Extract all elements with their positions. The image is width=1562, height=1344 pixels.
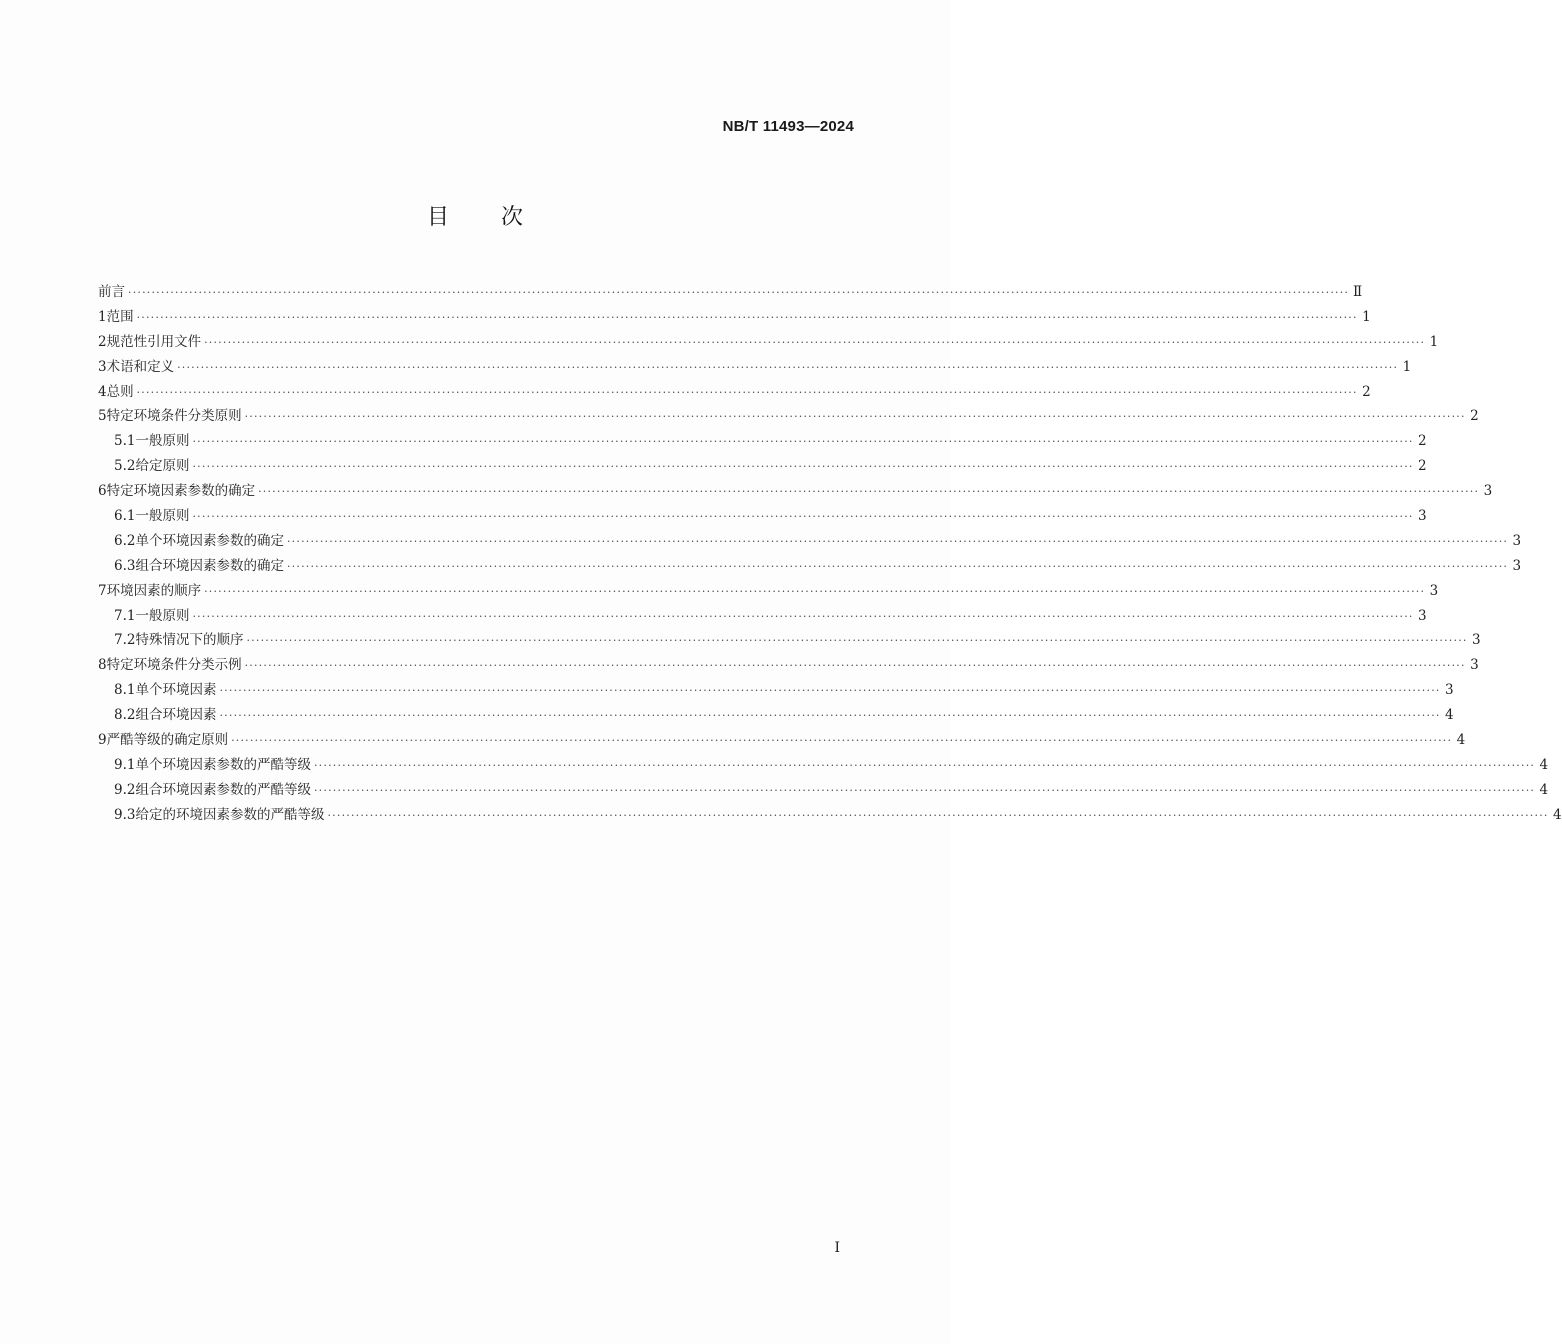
toc-entry-page: 4	[1456, 732, 1466, 749]
toc-entry-page: 3	[1483, 483, 1493, 500]
toc-entry-page: 1	[1402, 358, 1412, 375]
dot-leader: ····································································································································································································································································	[244, 659, 1466, 673]
toc-entry-page: 4	[1539, 756, 1549, 773]
toc-entry-page: 3	[1512, 532, 1522, 549]
toc-entry-number: 4	[98, 383, 107, 400]
toc-entry[interactable]	[98, 628, 1481, 653]
toc-entry-page: 3	[1512, 557, 1522, 574]
toc-entry-label: 环境因素的顺序	[106, 582, 202, 599]
toc-entry-label: 组合环境因素参数的确定	[135, 557, 284, 574]
toc-entry[interactable]	[98, 803, 1562, 828]
toc-entry-number: 7.1	[114, 607, 136, 624]
dot-leader: ····································································································································································································································································	[136, 310, 1358, 324]
toc-entry[interactable]	[98, 678, 1454, 703]
toc-entry-page: 2	[1362, 383, 1371, 400]
toc-entry-label: 总则	[106, 383, 134, 400]
dot-leader: ····································································································································································································································································	[258, 485, 1480, 499]
dot-leader: ····································································································································································································································································	[192, 460, 1414, 474]
toc-entry-number: 5	[98, 408, 107, 425]
toc-entry[interactable]	[98, 404, 1479, 429]
toc-entry[interactable]	[98, 454, 1427, 479]
toc-entry-page: 3	[1445, 682, 1454, 699]
standard-code: NB/T 11493—2024	[722, 118, 854, 135]
dot-leader: ····································································································································································································································································	[128, 286, 1350, 299]
toc-entry-label: 特定环境条件分类示例	[106, 657, 242, 674]
toc-entry-number: 7.2	[114, 632, 136, 649]
toc-entry-number: 9.1	[114, 756, 136, 773]
toc-entry-number: 3	[98, 358, 107, 375]
toc-entry-number: 9.2	[114, 781, 136, 798]
toc-entry-page: 2	[1418, 433, 1427, 450]
toc-entry[interactable]	[98, 355, 1412, 380]
toc-entry-label: 严酷等级的确定原则	[106, 732, 229, 749]
toc-entry[interactable]	[98, 504, 1427, 529]
toc-entry-page: 4	[1445, 707, 1454, 724]
toc-entry[interactable]	[98, 728, 1466, 753]
dot-leader: ····································································································································································································································································	[192, 609, 1414, 623]
toc-entry[interactable]	[98, 778, 1549, 803]
toc-entry-number: 6.1	[114, 508, 136, 525]
toc-entry-label: 组合环境因素	[135, 707, 217, 724]
toc-entry-number: 6.2	[114, 532, 136, 549]
toc-entry-page: 3	[1418, 607, 1427, 624]
toc-entry[interactable]	[98, 703, 1454, 728]
dot-leader: ····································································································································································································································································	[192, 510, 1414, 524]
toc-entry[interactable]	[98, 429, 1427, 454]
dot-leader: ····································································································································································································································································	[177, 360, 1399, 374]
toc-entry-page: 3	[1472, 632, 1481, 649]
dot-leader: ····································································································································································································································································	[313, 758, 1536, 772]
toc-entry-label: 规范性引用文件	[106, 333, 202, 350]
toc-entry-label: 单个环境因素参数的严酷等级	[135, 756, 311, 773]
toc-entry-label: 组合环境因素参数的严酷等级	[135, 781, 311, 798]
dot-leader: ····································································································································································································································································	[192, 435, 1414, 449]
dot-leader: ····································································································································································································································································	[313, 783, 1536, 797]
dot-leader: ····································································································································································································································································	[204, 584, 1426, 598]
toc-entry[interactable]	[98, 653, 1479, 678]
toc-entry-label: 前言	[98, 284, 125, 300]
toc-entry-label: 特定环境因素参数的确定	[106, 483, 256, 500]
toc-entry-number: 5.1	[114, 433, 136, 450]
toc-entry[interactable]	[98, 380, 1371, 405]
toc-entry-label: 一般原则	[135, 433, 190, 450]
toc-entry-page: 1	[1429, 333, 1439, 350]
toc-entry-label: 特定环境条件分类原则	[106, 408, 242, 425]
dot-leader: ····································································································································································································································································	[219, 709, 1441, 723]
dot-leader: ····································································································································································································································································	[286, 559, 1509, 573]
toc-entry[interactable]	[98, 554, 1522, 579]
toc-entry-page: 4	[1553, 806, 1562, 823]
dot-leader: ····································································································································································································································································	[286, 534, 1509, 548]
toc-entry-page: 3	[1429, 582, 1439, 599]
toc-entry-label: 单个环境因素参数的确定	[135, 532, 284, 549]
dot-leader: ····································································································································································································································································	[136, 385, 1358, 399]
toc-entry-number: 1	[98, 308, 107, 325]
toc-entry[interactable]	[98, 330, 1439, 355]
page-title: 目次	[426, 205, 575, 230]
dot-leader: ····································································································································································································································································	[231, 734, 1453, 748]
toc-entry[interactable]	[98, 280, 1363, 305]
toc-entry-page: 3	[1470, 657, 1479, 674]
page-number: I	[834, 1240, 840, 1256]
toc-entry-number: 8.2	[114, 707, 136, 724]
toc-entry-number: 9	[98, 732, 107, 749]
toc-entry-label: 给定的环境因素参数的严酷等级	[135, 806, 325, 823]
toc-entry-page: Ⅱ	[1352, 284, 1363, 300]
dot-leader: ····································································································································································································································································	[327, 808, 1549, 822]
toc-entry-label: 一般原则	[135, 508, 190, 525]
toc-entry[interactable]	[98, 604, 1427, 629]
toc-entry-label: 术语和定义	[106, 358, 175, 375]
toc-entry[interactable]	[98, 305, 1371, 330]
toc-entry[interactable]	[98, 753, 1549, 778]
toc-entry-page: 3	[1418, 508, 1427, 525]
dot-leader: ····································································································································································································································································	[246, 634, 1468, 648]
toc-entry-page: 1	[1362, 308, 1371, 325]
toc-entry-number: 8	[98, 657, 107, 674]
dot-leader: ····································································································································································································································································	[219, 684, 1441, 698]
toc-entry-number: 8.1	[114, 682, 136, 699]
toc-entry-number: 5.2	[114, 458, 136, 475]
toc-entry-label: 单个环境因素	[135, 682, 217, 699]
toc-entry-label: 给定原则	[135, 458, 190, 475]
table-of-contents	[98, 280, 1562, 828]
toc-entry-page: 2	[1470, 408, 1479, 425]
toc-entry[interactable]	[98, 479, 1493, 504]
toc-entry-number: 6.3	[114, 557, 136, 574]
dot-leader: ····································································································································································································································································	[244, 410, 1466, 424]
toc-entry-page: 2	[1418, 458, 1427, 475]
toc-entry-label: 一般原则	[135, 607, 190, 624]
toc-entry-number: 2	[98, 333, 107, 350]
toc-entry[interactable]	[98, 529, 1522, 554]
toc-entry-number: 7	[98, 582, 107, 599]
toc-entry-label: 特殊情况下的顺序	[135, 632, 244, 649]
toc-entry[interactable]	[98, 579, 1439, 604]
toc-entry-number: 9.3	[114, 806, 136, 823]
toc-entry-number: 6	[98, 483, 107, 500]
dot-leader: ····································································································································································································································································	[204, 335, 1426, 349]
toc-entry-label: 范围	[106, 308, 134, 325]
toc-entry-page: 4	[1539, 781, 1549, 798]
